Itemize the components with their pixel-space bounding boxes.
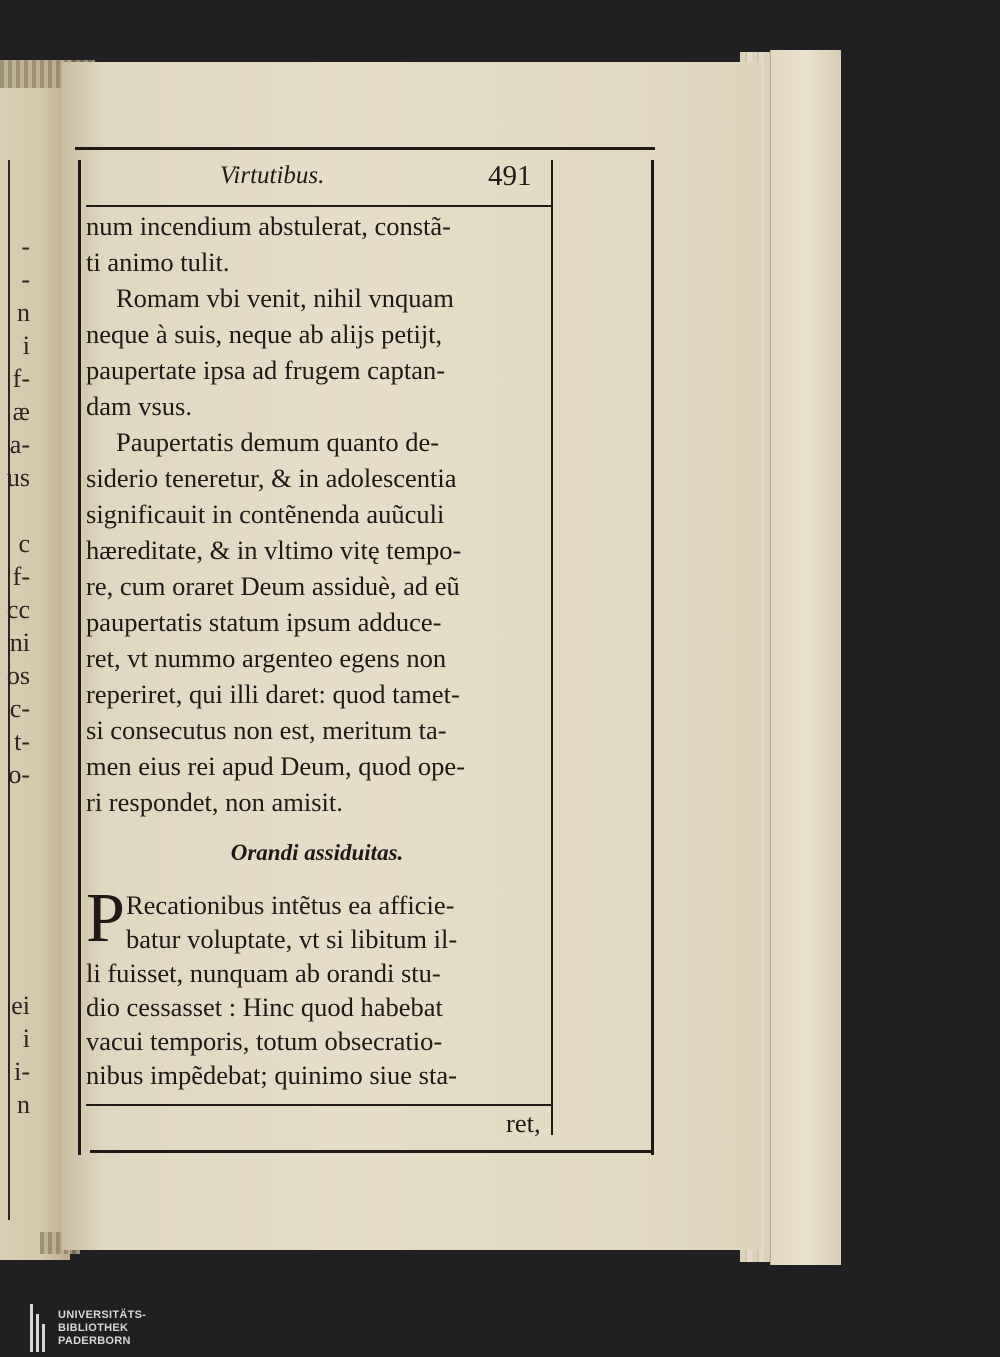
margin-glyph: ni <box>9 628 30 657</box>
margin-glyph <box>0 824 30 857</box>
frame-rule-top <box>75 147 655 150</box>
text-line: batur voluptate, vt si libitum il- <box>126 924 458 954</box>
vellum-cover-edge <box>770 50 841 1265</box>
header-rule <box>86 205 551 207</box>
logo-text-line: PADERBORN <box>58 1334 131 1347</box>
margin-glyph <box>0 923 30 956</box>
text-line: siderio teneretur, & in adolescentia <box>86 463 457 493</box>
body-text <box>86 208 548 820</box>
text-line: men eius rei apud Deum, quod ope- <box>86 751 465 781</box>
frame-rule-left <box>78 160 81 1155</box>
drop-capital: P <box>86 880 125 957</box>
running-head: Virtutibus. <box>220 162 325 189</box>
previous-page-edge <box>0 60 70 1260</box>
text-line: ri respondet, non amisit. <box>86 787 343 817</box>
library-logo-text <box>58 1309 146 1348</box>
frame-rule-right <box>651 160 654 1155</box>
previous-page-margin-text <box>0 230 30 1121</box>
section-heading: Orandi assiduitas. <box>230 840 404 865</box>
text-line: reperiret, qui illi daret: quod tamet- <box>86 679 460 709</box>
text-line: dam vsus. <box>86 391 192 421</box>
margin-glyph <box>0 857 30 890</box>
text-line: ti animo tulit. <box>86 247 230 277</box>
margin-glyph: ei <box>11 991 30 1020</box>
frame-rule-bottom <box>90 1150 653 1153</box>
text-line: paupertatis statum ipsum adduce- <box>86 607 442 637</box>
text-line: vacui temporis, totum obsecratio- <box>86 1026 443 1056</box>
margin-glyph: t- <box>14 727 30 756</box>
text-line: ret, vt nummo argenteo egens non <box>86 643 447 673</box>
footer-rule <box>86 1104 551 1106</box>
text-line: Romam vbi venit, nihil vnquam <box>116 283 454 313</box>
page-number: 491 <box>488 160 532 192</box>
logo-text-line: BIBLIOTHEK <box>58 1321 129 1334</box>
margin-glyph: o- <box>8 760 30 789</box>
library-logo <box>30 1304 146 1352</box>
margin-glyph: os <box>6 661 30 690</box>
text-line: dio cessasset : Hinc quod habebat <box>86 992 443 1022</box>
text-line: nibus impẽdebat; quinimo siue sta- <box>86 1060 457 1090</box>
margin-glyph: c- <box>9 694 30 723</box>
margin-glyph: a- <box>9 430 30 459</box>
margin-glyph <box>0 494 30 527</box>
logo-text-line: UNIVERSITÄTS- <box>58 1308 147 1321</box>
text-line: Recationibus intẽtus ea afficie- <box>126 890 455 920</box>
margin-glyph <box>0 890 30 923</box>
catchword: ret, <box>506 1108 541 1138</box>
margin-glyph: æ <box>12 397 30 426</box>
library-logo-icon <box>30 1304 50 1352</box>
margin-glyph: cc <box>6 595 30 624</box>
margin-glyph <box>0 956 30 989</box>
text-line: neque à suis, neque ab alijs petijt, <box>86 319 443 349</box>
margin-glyph: - <box>21 265 30 294</box>
text-line: hæreditate, & in vltimo vitę tempo- <box>86 535 462 565</box>
margin-glyph: us <box>6 463 30 492</box>
margin-glyph: c <box>18 529 30 558</box>
text-line: Paupertatis demum quanto de- <box>116 427 440 457</box>
margin-glyph: i <box>22 1024 30 1053</box>
margin-glyph: i- <box>14 1057 30 1086</box>
margin-glyph: n <box>17 298 30 327</box>
text-line: si consecutus non est, meritum ta- <box>86 715 447 745</box>
margin-glyph: i <box>22 331 30 360</box>
text-line: significauit in contẽnenda auũculi <box>86 499 445 529</box>
text-line: num incendium abstulerat, constã- <box>86 211 452 241</box>
text-line: paupertate ipsa ad frugem captan- <box>86 355 446 385</box>
margin-glyph <box>0 791 30 824</box>
section-body-text <box>86 880 548 1092</box>
margin-glyph: f- <box>12 562 30 591</box>
text-line: re, cum oraret Deum assiduè, ad eũ <box>86 571 460 601</box>
margin-glyph: f- <box>12 364 30 393</box>
margin-glyph: - <box>21 232 30 261</box>
margin-glyph: n <box>17 1090 30 1119</box>
text-line: li fuisset, nunquam ab orandi stu- <box>86 958 441 988</box>
text-column-rule <box>551 160 553 1135</box>
